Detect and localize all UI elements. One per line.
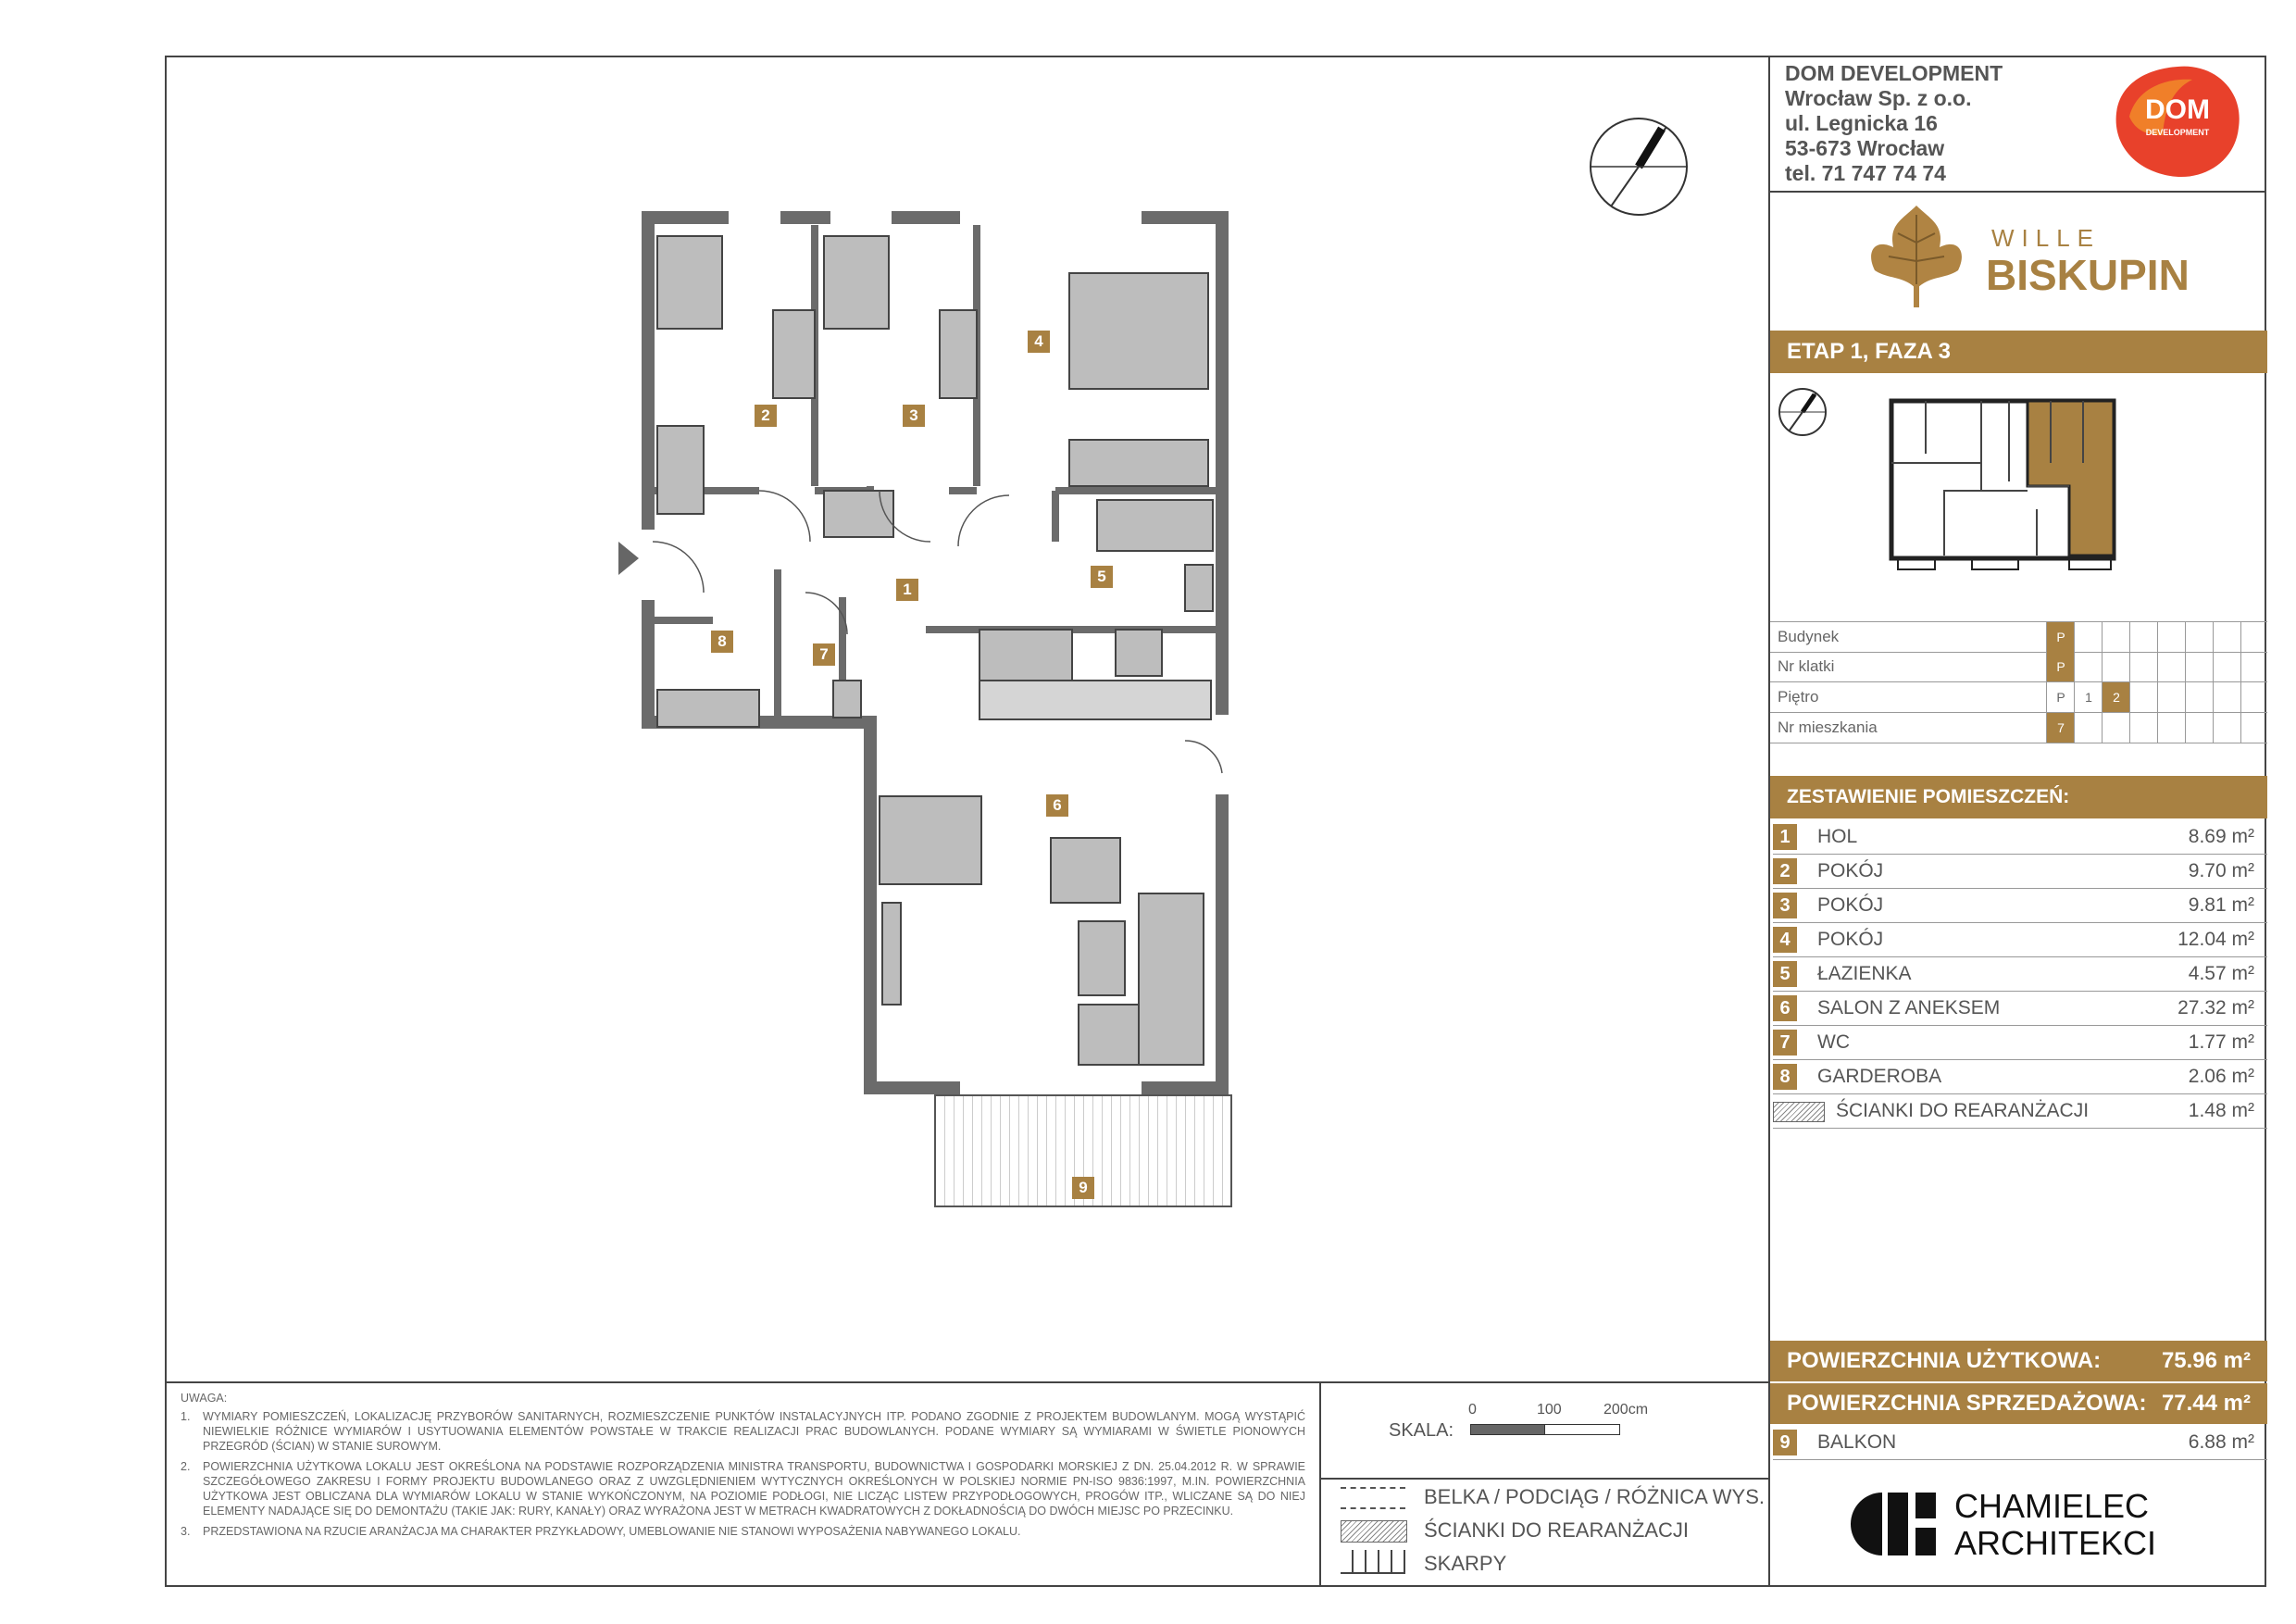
mieszkanie-row <box>1770 713 2267 743</box>
notes-divider <box>165 1381 1770 1383</box>
room-area: 8.69 m² <box>2188 826 2254 847</box>
north-arrow-icon <box>1588 116 1690 218</box>
room-number: 4 <box>1773 927 1797 953</box>
usable-area-bar <box>1770 1341 2267 1381</box>
room-area: 9.81 m² <box>2188 894 2254 916</box>
plan-tag-2: 2 <box>755 405 777 427</box>
notes-title: UWAGA: <box>181 1392 228 1405</box>
plan-tag-4: 4 <box>1028 331 1050 353</box>
room-name: GARDEROBA <box>1817 1066 1942 1087</box>
balcony-number: 9 <box>1773 1430 1797 1455</box>
logo-wille: WILLE <box>1991 224 2102 252</box>
room-name: WC <box>1817 1031 1850 1053</box>
logo-biskupin: BISKUPIN <box>1986 251 2190 299</box>
plan-tag-7: 7 <box>813 643 835 666</box>
room-area: 2.06 m² <box>2188 1066 2254 1087</box>
chamielec-logo <box>1847 1487 2180 1561</box>
usable-area-label: POWIERZCHNIA UŻYTKOWA: <box>1787 1348 2102 1373</box>
room-area: 1.77 m² <box>2188 1031 2254 1053</box>
pietro-label: Piętro <box>1778 688 1819 706</box>
small-north-arrow-icon <box>1778 387 1828 437</box>
company-city: 53-673 Wrocław <box>1785 136 1945 160</box>
logo-dom-text: DOM <box>2145 94 2210 125</box>
mieszkanie-value: 7 <box>2046 713 2075 743</box>
legend-walls: ŚCIANKI DO REARANŻACJI <box>1424 1518 1690 1542</box>
scale-tick-200: 200cm <box>1603 1402 1649 1418</box>
room-number: 1 <box>1773 824 1797 850</box>
room-name: ŁAZIENKA <box>1817 963 1912 984</box>
architect-line1: CHAMIELEC <box>1954 1487 2150 1525</box>
reveals-legend-icon <box>1341 1550 1405 1574</box>
room-number: 7 <box>1773 1030 1797 1056</box>
plan-tag-8: 8 <box>711 631 733 653</box>
room-area: 4.57 m² <box>2188 963 2254 984</box>
room-area: 12.04 m² <box>2177 929 2254 950</box>
room-area: 9.70 m² <box>2188 860 2254 881</box>
legend-beam: BELKA / PODCIĄG / RÓŻNICA WYS. <box>1424 1485 1765 1508</box>
company-entity: Wrocław Sp. z o.o. <box>1785 86 1972 110</box>
architect-line2: ARCHITEKCI <box>1954 1524 2157 1562</box>
klatka-row <box>1770 652 2267 682</box>
scale-tick-100: 100 <box>1537 1402 1562 1418</box>
plan-tag-1: 1 <box>896 579 918 601</box>
room-row <box>1773 1060 2267 1094</box>
room-row <box>1773 923 2267 957</box>
budynek-row <box>1770 621 2267 653</box>
beam-legend-icon <box>1341 1487 1405 1509</box>
room-area: 27.32 m² <box>2177 997 2254 1018</box>
room-name: POKÓJ <box>1817 894 1884 916</box>
key-plan <box>1889 398 2129 574</box>
notes <box>181 1391 1305 1544</box>
hatch-icon <box>1773 1102 1825 1122</box>
sale-area-bar <box>1770 1383 2267 1424</box>
scale-label: SKALA: <box>1389 1420 1454 1441</box>
rooms-header: ZESTAWIENIE POMIESZCZEŃ: <box>1770 776 2267 818</box>
room-name: POKÓJ <box>1817 929 1884 950</box>
usable-area-value: 75.96 m² <box>2161 1348 2251 1373</box>
klatka-value: P <box>2046 652 2075 681</box>
company-name: DOM DEVELOPMENT <box>1785 61 2003 85</box>
room-row <box>1773 992 2267 1026</box>
scale-bar <box>1389 1398 1722 1454</box>
room-number: 8 <box>1773 1064 1797 1090</box>
wille-biskupin-logo <box>1856 196 2190 317</box>
note-item: 1. WYMIARY POMIESZCZEŃ, LOKALIZACJĘ PRZYBORÓW SANITARNYCH, ROZMIESZCZENIE PUNKTÓW INSTALACYJNYCH ITP. PODANO ZGODNIE Z PROJEKTEM BUDOWLANYM. MOGĄ WYSTĄPIĆ NIEWIELKIE RÓŻNICE WYMIARÓW I USYTUOWANIA ELEMENTÓW POWSTAŁE W TRAKCIE REALIZACJI PRAC BUDOWLANYCH. PODANE WYMIARY SĄ WYMIARAMI W ŚWIETLE PIONOWYCH PRZEGRÓD (ŚCIAN) W STANIE SUROWYM. <box>181 1410 1305 1453</box>
balcony-name: BALKON <box>1817 1431 1897 1453</box>
klatka-label: Nr klatki <box>1778 657 1835 675</box>
room-name: POKÓJ <box>1817 860 1884 881</box>
walls-legend-icon <box>1341 1520 1407 1543</box>
room-number: 2 <box>1773 858 1797 884</box>
mieszkanie-label: Nr mieszkania <box>1778 718 1878 736</box>
company-phone: tel. 71 747 74 74 <box>1785 161 1946 185</box>
room-row <box>1773 889 2267 923</box>
room-row <box>1773 1026 2267 1060</box>
sale-area-label: POWIERZCHNIA SPRZEDAŻOWA: <box>1787 1391 2147 1416</box>
logo-development-text: DEVELOPMENT <box>2145 128 2210 137</box>
legend-divider <box>1319 1381 1321 1587</box>
company-street: ul. Legnicka 16 <box>1785 111 1938 135</box>
note-item: 2. POWIERZCHNIA UŻYTKOWA LOKALU JEST OKREŚLONA NA PODSTAWIE ROZPORZĄDZENIA MINISTRA TRANSPORTU, BUDOWNICTWA I GOSPODARKI MORSKIEJ Z DN. 25.04.2012 R. W SPRAWIE SZCZEGÓŁOWEGO ZAKRESU I FORMY PROJEKTU BUDOWLANEGO ORAZ Z UWZGLĘDNIENIEM WYTYCZNYCH OKREŚLONYCH W POLSKIEJ NORMIE PN-ISO 9836:1997, M.IN. POWIERZCHNIA UŻYTKOWA JEST OBLICZANA DLA WYMIARÓW LOKALU W STANIE WYKOŃCZONYM, NA POZIOMIE PODŁOGI, NIE LICZĄC LISTEW PRZYPODŁOGOWYCH, PROGÓW ITP., WLICZANE SĄ DO NIEJ ELEMENTY NADAJĄCE SIĘ DO DEMONTAŻU (TAKIE JAK: RURY, KANAŁY) ORAZ WYRAŻONA JEST W METRACH KWADRATOWYCH Z DOKŁADNOŚCIĄ DO DWÓCH MIEJSC PO PRZECINKU. <box>181 1460 1305 1518</box>
walls-area: 1.48 m² <box>2188 1100 2254 1121</box>
room-row <box>1773 957 2267 992</box>
plan-tag-3: 3 <box>903 405 925 427</box>
floor-plan <box>602 190 1250 1245</box>
budynek-label: Budynek <box>1778 628 1840 645</box>
balcony-row <box>1773 1426 2267 1460</box>
plan-tag-9: 9 <box>1072 1177 1094 1199</box>
budynek-value: P <box>2046 622 2075 652</box>
walls-name: ŚCIANKI DO REARANŻACJI <box>1836 1100 2090 1121</box>
dom-development-logo <box>2109 61 2246 181</box>
pietro-value-1: 1 <box>2074 682 2103 712</box>
balcony-area: 6.88 m² <box>2188 1431 2254 1453</box>
room-name: SALON Z ANEKSEM <box>1817 997 2001 1018</box>
legend-reveals: SKARPY <box>1424 1552 1507 1575</box>
sale-area-value: 77.44 m² <box>2161 1391 2251 1416</box>
walls-row <box>1773 1094 2267 1129</box>
room-row <box>1773 820 2267 855</box>
plan-tag-6: 6 <box>1046 794 1068 817</box>
pietro-value-2: 2 <box>2102 682 2130 712</box>
stage-bar: ETAP 1, FAZA 3 <box>1770 331 2267 373</box>
note-item: 3. PRZEDSTAWIONA NA RZUCIE ARANŻACJA MA CHARAKTER PRZYKŁADOWY, UMEBLOWANIE NIE STANOWI WYPOSAŻENIA NABYWANEGO LOKALU. <box>181 1525 1021 1538</box>
room-row <box>1773 855 2267 889</box>
scale-tick-0: 0 <box>1468 1402 1477 1418</box>
room-number: 6 <box>1773 995 1797 1021</box>
room-name: HOL <box>1817 826 1858 847</box>
company-bottom-line <box>1768 191 2266 193</box>
company-address <box>1785 61 2003 186</box>
room-number: 5 <box>1773 961 1797 987</box>
pietro-value-p: P <box>2046 682 2075 712</box>
pietro-row <box>1770 682 2267 713</box>
room-number: 3 <box>1773 893 1797 918</box>
legend-top-line <box>1319 1478 1770 1480</box>
plan-tag-5: 5 <box>1091 566 1113 588</box>
